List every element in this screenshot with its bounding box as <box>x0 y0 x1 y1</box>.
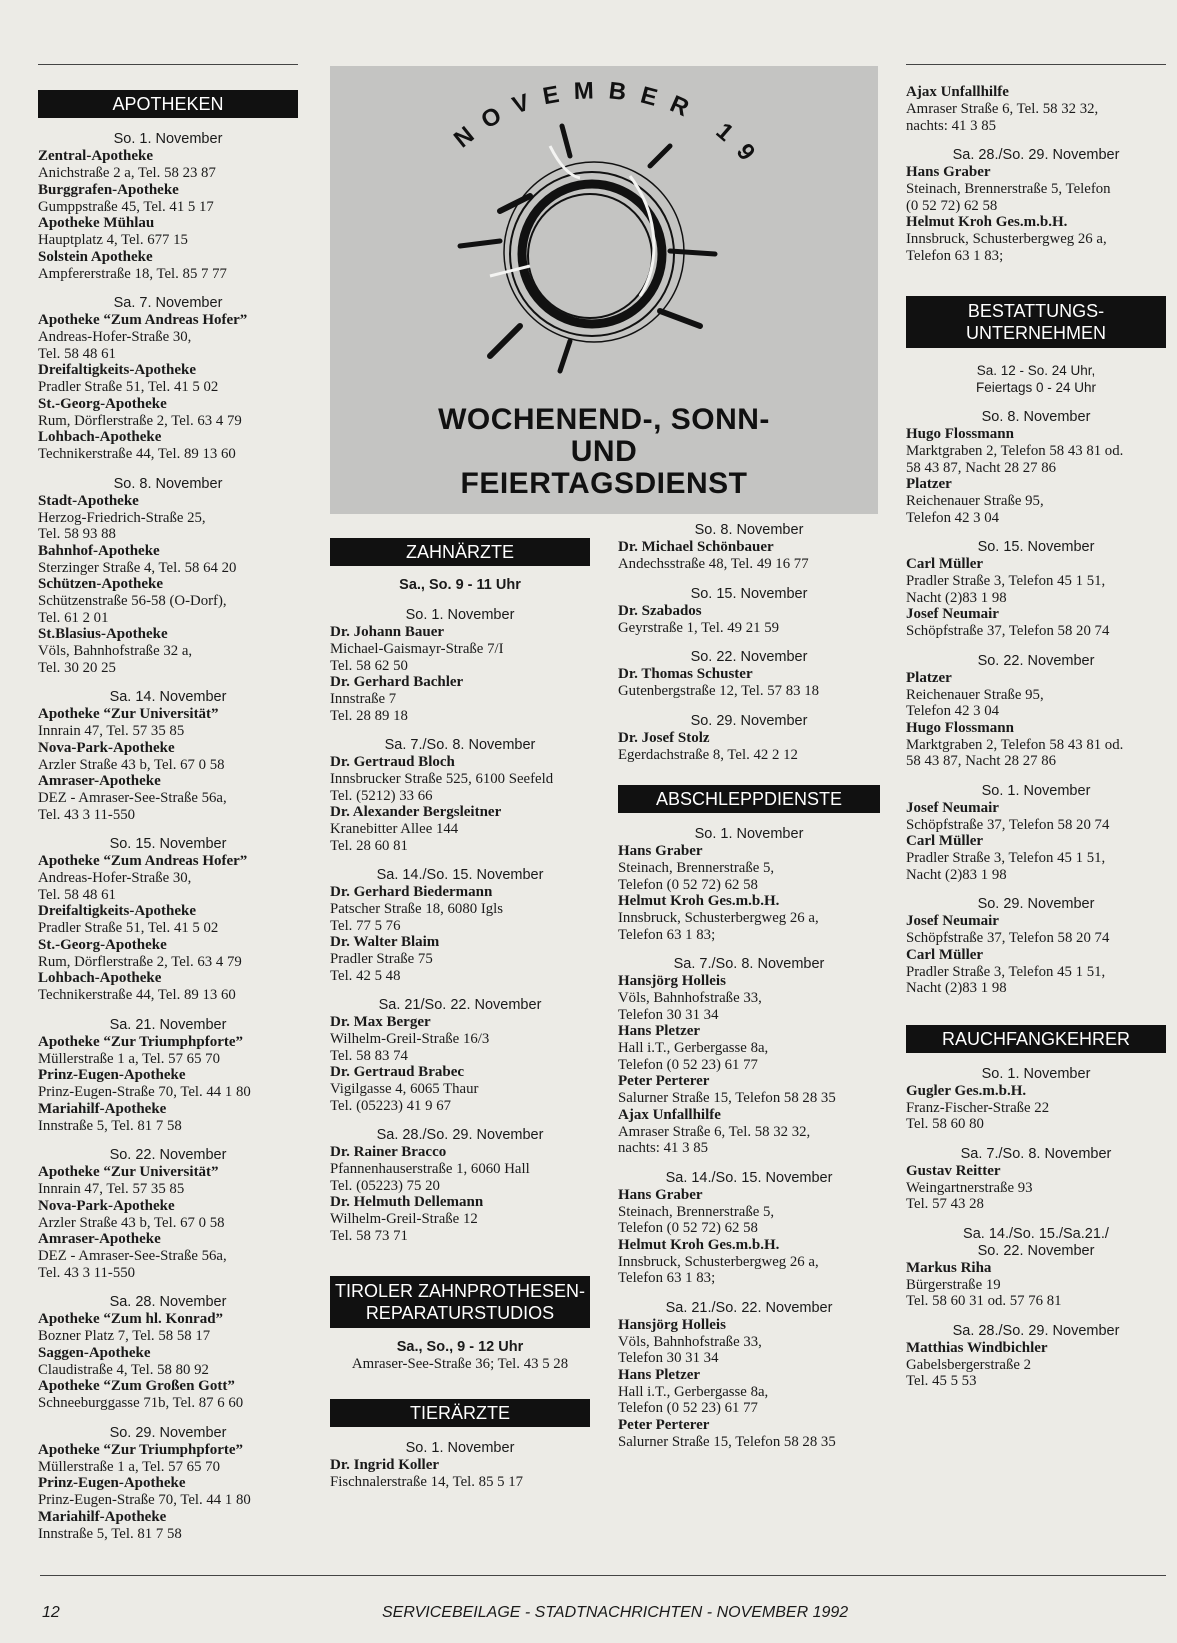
tieraerzte-list <box>330 1440 590 1491</box>
entry-address-line: Tel. 58 83 74 <box>330 1047 408 1064</box>
entry-name: Dr. Gerhard Biedermann <box>330 884 493 900</box>
entry-name: Matthias Windbichler <box>906 1339 1048 1356</box>
entry-address-line: Innsbruck, Schusterbergweg 26 a, <box>906 231 1107 247</box>
entry-address-line: Nacht (2)83 1 98 <box>906 866 1007 883</box>
entry-address-line: Telefon 63 1 83; <box>618 1270 716 1286</box>
entry-address-line: Innrain 47, Tel. 57 35 85 <box>38 1181 185 1197</box>
entry-address-line: Tel. 42 5 48 <box>330 967 401 984</box>
entry-address-line: Telefon 42 3 04 <box>906 509 1000 526</box>
entry-address-line: Telefon 42 3 04 <box>906 703 1000 719</box>
column-bestattung <box>906 84 1166 1390</box>
entry-address-line: 58 43 87, Nacht 28 27 86 <box>906 753 1057 769</box>
column-zahnaerzte <box>330 538 590 1490</box>
entry-address-line: Franz-Fischer-Straße 22 <box>906 1099 1050 1116</box>
day-heading: So. 29. November <box>690 712 808 729</box>
entry-name: Nova-Park-Apotheke <box>38 739 175 756</box>
day-heading: So. 8. November <box>981 409 1091 425</box>
entry-address-line: DEZ - Amraser-See-Straße 56a, <box>38 790 227 806</box>
entry-address-line: Völs, Bahnhofstraße 32 a, <box>38 643 193 659</box>
entry-address-line: Tel. 43 3 11-550 <box>38 1264 136 1281</box>
entry-address-line: Fischnalerstraße 14, Tel. 85 5 17 <box>330 1473 524 1490</box>
entry-address-line: Andreas-Hofer-Straße 30, <box>38 870 192 886</box>
entry-name: Mariahilf-Apotheke <box>38 1508 167 1525</box>
entry-name: Gugler Ges.m.b.H. <box>906 1082 1027 1099</box>
entry-name: Ajax Unfallhilfe <box>906 84 1009 100</box>
bestattung-hours-line-2: Feiertags 0 - 24 Uhr <box>975 380 1097 395</box>
entry-address-line: Tel. 58 62 50 <box>330 657 408 674</box>
entry-name: Mariahilf-Apotheke <box>38 1100 167 1117</box>
entry-address-line: Völs, Bahnhofstraße 33, <box>618 1333 762 1350</box>
entry-name: Platzer <box>906 669 952 686</box>
bestattung-header-line-1: BESTATTUNGS- <box>967 301 1105 321</box>
entry-name: Josef Neumair <box>906 913 999 929</box>
day-heading: So. 22. November <box>109 1147 227 1163</box>
entry-name: Hugo Flossmann <box>906 719 1014 736</box>
entry-address-line: Telefon (0 52 72) 62 58 <box>618 1220 758 1236</box>
day-heading: Sa. 7./So. 8. November <box>384 737 536 753</box>
bestattung-hours-line-1: Sa. 12 - So. 24 Uhr, <box>976 363 1096 378</box>
entry-name: Dr. Helmuth Dellemann <box>330 1194 484 1210</box>
day-heading: So. 8. November <box>113 475 223 492</box>
zahnaerzte-list <box>330 607 590 1244</box>
day-heading: Sa. 28./So. 29. November <box>952 147 1120 163</box>
entry-name: Platzer <box>906 476 952 492</box>
sun-icon <box>460 126 715 371</box>
day-heading: So. 1. November <box>405 1439 515 1456</box>
entry-address-line: Innsbruck, Schusterbergweg 26 a, <box>618 1253 819 1270</box>
entry-name: Apotheke “Zur Universität” <box>38 706 219 722</box>
day-heading: So. 15. November <box>690 585 808 602</box>
entry-name: Dr. Johann Bauer <box>330 624 445 640</box>
entry-address-line: Kranebitter Allee 144 <box>330 821 459 837</box>
entry-address-line: Gumppstraße 45, Tel. 41 5 17 <box>38 198 214 215</box>
entry-address-line: Pfannenhauserstraße 1, 6060 Hall <box>330 1161 530 1177</box>
day-heading: Sa. 7. November <box>113 295 223 311</box>
entry-name: Josef Neumair <box>906 606 999 622</box>
rauchfang-list <box>906 1066 1166 1390</box>
day-heading: So. 29. November <box>109 1424 227 1441</box>
entry-name: Zentral-Apotheke <box>38 148 153 164</box>
entry-address-line: Arzler Straße 43 b, Tel. 67 0 58 <box>38 756 225 773</box>
entry-name: Apotheke “Zur Universität” <box>38 1164 219 1180</box>
day-heading: So. 1. November <box>694 826 804 842</box>
entry-name: Prinz-Eugen-Apotheke <box>38 1475 186 1491</box>
entry-address-line: nachts: 41 3 85 <box>618 1140 709 1156</box>
day-heading: So. 1. November <box>405 607 515 623</box>
entry-address-line: Telefon (0 52 23) 61 77 <box>618 1056 758 1073</box>
apotheken-list <box>38 131 298 1542</box>
entry-name: Dreifaltigkeits-Apotheke <box>38 362 197 378</box>
entry-name: Dr. Ingrid Koller <box>330 1456 440 1473</box>
entry-name: Dr. Rainer Bracco <box>330 1144 447 1160</box>
day-heading: Sa. 14./So. 15. November <box>376 867 544 883</box>
entry-address-line: Nacht (2)83 1 98 <box>906 980 1007 996</box>
entry-address-line: Tel. 30 20 25 <box>38 659 116 676</box>
entry-address-line: DEZ - Amraser-See-Straße 56a, <box>38 1248 227 1264</box>
entry-address-line: Rum, Dörflerstraße 2, Tel. 63 4 79 <box>38 953 242 970</box>
entry-address-line: Prinz-Eugen-Straße 70, Tel. 44 1 80 <box>38 1084 251 1100</box>
entry-address-line: Herzog-Friedrich-Straße 25, <box>38 509 206 526</box>
entry-name: Helmut Kroh Ges.m.b.H. <box>906 214 1068 230</box>
entry-address-line: Völs, Bahnhofstraße 33, <box>618 990 762 1006</box>
top-rule-right <box>906 64 1166 65</box>
entry-name: Prinz-Eugen-Apotheke <box>38 1067 186 1083</box>
day-heading: So. 22. November <box>690 649 808 665</box>
entry-name: St.-Georg-Apotheke <box>38 395 167 412</box>
footer-text: SERVICEBEILAGE - STADTNACHRICHTEN - NOVEMBER 1992 <box>382 1604 849 1621</box>
entry-address-line: Tel. 58 73 71 <box>330 1227 408 1244</box>
day-heading: Sa. 14. November <box>109 689 227 705</box>
zahnprothesen-address: Amraser-See-Straße 36; Tel. 43 5 28 <box>351 1356 569 1372</box>
entry-name: Stadt-Apotheke <box>38 492 139 509</box>
entry-name: Helmut Kroh Ges.m.b.H. <box>618 1236 780 1253</box>
entry-name: Apotheke “Zum hl. Konrad” <box>38 1311 224 1327</box>
day-heading: Sa. 28. November <box>109 1294 227 1310</box>
entry-name: Saggen-Apotheke <box>38 1344 151 1361</box>
entry-address-line: Arzler Straße 43 b, Tel. 67 0 58 <box>38 1214 225 1231</box>
entry-address-line: Telefon (0 52 23) 61 77 <box>618 1400 758 1416</box>
entry-address-line: Vigilgasse 4, 6065 Thaur <box>330 1081 479 1097</box>
entry-address-line: Telefon 63 1 83; <box>618 926 716 943</box>
entry-name: Carl Müller <box>906 946 984 963</box>
entry-address-line: Marktgraben 2, Telefon 58 43 81 od. <box>906 443 1124 459</box>
entry-address-line: Schneeburggasse 71b, Tel. 87 6 60 <box>38 1395 244 1411</box>
section-header-zahnprothesen <box>330 1276 590 1328</box>
entry-address-line: Patscher Straße 18, 6080 Igls <box>330 901 504 917</box>
entry-address-line: Ampfererstraße 18, Tel. 85 7 77 <box>38 265 227 282</box>
banner-title <box>330 404 878 500</box>
day-heading: So. 29. November <box>977 896 1095 912</box>
entry-address-line: Hauptplatz 4, Tel. 677 15 <box>38 232 188 248</box>
banner <box>330 66 878 514</box>
zahnaerzte-hours: Sa., So. 9 - 11 Uhr <box>399 577 521 593</box>
entry-address-line: Claudistraße 4, Tel. 58 80 92 <box>38 1361 209 1378</box>
entry-name: Gustav Reitter <box>906 1162 1001 1179</box>
day-heading: So. 8. November <box>694 522 804 538</box>
top-rule-left <box>38 64 298 65</box>
day-heading: Sa. 7./So. 8. November <box>960 1145 1112 1162</box>
entry-address-line: nachts: 41 3 85 <box>906 117 997 134</box>
entry-name: St.-Georg-Apotheke <box>38 936 167 953</box>
entry-address-line: Innstraße 5, Tel. 81 7 58 <box>38 1117 182 1134</box>
entry-address-line: Innsbruck, Schusterbergweg 26 a, <box>618 910 819 926</box>
entry-address-line: Reichenauer Straße 95, <box>906 686 1044 703</box>
banner-title-line-1: WOCHENEND-, SONN- <box>438 403 770 436</box>
day-heading: Sa. 21. November <box>109 1016 227 1033</box>
entry-address-line: Pradler Straße 51, Tel. 41 5 02 <box>38 920 219 936</box>
entry-address-line: Schöpfstraße 37, Telefon 58 20 74 <box>906 930 1110 946</box>
entry-name: Peter Perterer <box>618 1416 710 1433</box>
entry-name: Amraser-Apotheke <box>38 773 161 789</box>
day-heading: Sa. 28./So. 29. November <box>952 1322 1120 1339</box>
abschlepp-cont-top <box>906 84 1166 134</box>
day-heading: Sa. 7./So. 8. November <box>673 956 825 972</box>
page-number: 12 <box>42 1604 60 1621</box>
day-heading: Sa. 21/So. 22. November <box>378 997 542 1013</box>
entry-address-line: Pradler Straße 75 <box>330 951 433 967</box>
day-heading: So. 1. November <box>981 782 1091 799</box>
entry-name: Apotheke “Zum Andreas Hofer” <box>38 853 248 869</box>
entry-address-line: Steinach, Brennerstraße 5, <box>618 860 775 876</box>
entry-name: Hugo Flossmann <box>906 426 1014 442</box>
entry-name: Josef Neumair <box>906 799 999 816</box>
bottom-rule <box>40 1575 1166 1576</box>
day-heading: Sa. 21./So. 22. November <box>665 1299 833 1316</box>
entry-name: Apotheke “Zum Andreas Hofer” <box>38 312 248 328</box>
entry-address-line: Steinach, Brennerstraße 5, <box>618 1203 775 1220</box>
day-heading: So. 22. November <box>977 652 1095 669</box>
entry-address-line: Tel. (5212) 33 66 <box>330 787 433 804</box>
entry-address-line: Pradler Straße 3, Telefon 45 1 51, <box>906 963 1106 980</box>
entry-address-line: Technikerstraße 44, Tel. 89 13 60 <box>38 446 236 462</box>
entry-address-line: Telefon 30 31 34 <box>618 1350 719 1366</box>
zahnprothesen-header-line-2: REPARATURSTUDIOS <box>365 1303 555 1323</box>
entry-name: Apotheke “Zur Triumphpforte” <box>38 1441 244 1458</box>
section-header-rauchfangkehrer: RAUCHFANGKEHRER <box>906 1025 1166 1053</box>
entry-address-line: Pradler Straße 3, Telefon 45 1 51, <box>906 850 1106 866</box>
entry-address-line: Tel. 58 60 31 od. 57 76 81 <box>906 1293 1062 1309</box>
entry-address-line: Innstraße 7 <box>330 691 397 707</box>
entry-address-line: Sterzinger Straße 4, Tel. 58 64 20 <box>38 559 237 576</box>
entry-address-line: Tel. 45 5 53 <box>906 1373 977 1389</box>
column-apotheken <box>38 90 298 1542</box>
entry-name: Dr. Gertraud Brabec <box>330 1064 465 1080</box>
banner-title-line-2: UND <box>570 435 638 468</box>
entry-address-line: Reichenauer Straße 95, <box>906 493 1044 509</box>
entry-name: Dr. Gertraud Bloch <box>330 754 455 770</box>
zahnaerzte-cont-list <box>618 522 880 763</box>
entry-name: Lohbach-Apotheke <box>38 970 162 986</box>
section-header-apotheken: APOTHEKEN <box>38 90 298 118</box>
entry-name: Ajax Unfallhilfe <box>618 1106 721 1123</box>
entry-address-line: Schützenstraße 56-58 (O-Dorf), <box>38 593 227 609</box>
entry-address-line: Innstraße 5, Tel. 81 7 58 <box>38 1525 182 1542</box>
entry-address-line: Gabelsbergerstraße 2 <box>906 1356 1032 1373</box>
entry-address-line: Telefon 63 1 83; <box>906 247 1004 264</box>
abschlepp-list <box>618 826 880 1450</box>
entry-address-line: Geyrstraße 1, Tel. 49 21 59 <box>618 619 780 636</box>
entry-address-line: Tel. (05223) 75 20 <box>330 1177 440 1194</box>
entry-address-line: Amraser Straße 6, Tel. 58 32 32, <box>618 1123 811 1140</box>
entry-name: Apotheke “Zum Großen Gott” <box>38 1378 235 1394</box>
zahnprothesen-header-line-1: TIROLER ZAHNPROTHESEN- <box>334 1281 586 1301</box>
entry-name: Hansjörg Holleis <box>618 973 726 989</box>
entry-name: Carl Müller <box>906 556 984 572</box>
entry-address-line: Egerdachstraße 8, Tel. 42 2 12 <box>618 746 798 763</box>
entry-address-line: Telefon (0 52 72) 62 58 <box>618 876 758 893</box>
entry-name: Dr. Max Berger <box>330 1014 431 1030</box>
section-header-tieraerzte: TIERÄRZTE <box>330 1399 590 1427</box>
entry-address-line: Pradler Straße 3, Telefon 45 1 51, <box>906 573 1106 589</box>
entry-address-line: Steinach, Brennerstraße 5, Telefon <box>906 181 1111 197</box>
entry-address-line: Hall i.T., Gerbergasse 8a, <box>618 1383 769 1400</box>
entry-address-line: 58 43 87, Nacht 28 27 86 <box>906 459 1057 476</box>
entry-name: Solstein Apotheke <box>38 248 153 265</box>
entry-address-line: Andechsstraße 48, Tel. 49 16 77 <box>618 556 809 572</box>
entry-name: Peter Perterer <box>618 1073 710 1089</box>
entry-address-line: Bozner Platz 7, Tel. 58 58 17 <box>38 1328 211 1344</box>
day-heading: So. 15. November <box>977 539 1095 555</box>
entry-address-line: Anichstraße 2 a, Tel. 58 23 87 <box>38 165 216 181</box>
day-heading: Sa. 28./So. 29. November <box>376 1127 544 1143</box>
entry-name: Dr. Michael Schönbauer <box>618 539 774 555</box>
entry-address-line: Nacht (2)83 1 98 <box>906 589 1007 606</box>
entry-address-line: Pradler Straße 51, Tel. 41 5 02 <box>38 379 219 395</box>
entry-name: Dr. Thomas Schuster <box>618 666 753 682</box>
entry-address-line: Salurner Straße 15, Telefon 58 28 35 <box>618 1090 836 1106</box>
entry-address-line: Schöpfstraße 37, Telefon 58 20 74 <box>906 623 1110 639</box>
bestattung-hours <box>906 362 1166 396</box>
entry-address-line: Müllerstraße 1 a, Tel. 57 65 70 <box>38 1458 220 1475</box>
entry-name: Carl Müller <box>906 833 984 849</box>
entry-address-line: Hall i.T., Gerbergasse 8a, <box>618 1040 769 1056</box>
entry-name: Dr. Gerhard Bachler <box>330 674 464 690</box>
entry-address-line: Rum, Dörflerstraße 2, Tel. 63 4 79 <box>38 412 242 429</box>
entry-address-line: Innrain 47, Tel. 57 35 85 <box>38 723 185 739</box>
entry-name: Dr. Alexander Bergsleitner <box>330 804 502 820</box>
entry-address-line: Tel. 58 48 61 <box>38 886 116 903</box>
entry-address-line: Bürgerstraße 19 <box>906 1276 1001 1293</box>
entry-name: Nova-Park-Apotheke <box>38 1197 175 1214</box>
entry-name: Hans Graber <box>618 1186 703 1203</box>
entry-address-line: Michael-Gaismayr-Straße 7/I <box>330 641 504 657</box>
entry-address-line: Prinz-Eugen-Straße 70, Tel. 44 1 80 <box>38 1492 251 1508</box>
day-heading: So. 1. November <box>113 131 223 147</box>
banner-arc-text: NOVEMBER 19 <box>448 77 769 177</box>
entry-address-line: Amraser Straße 6, Tel. 58 32 32, <box>906 101 1099 117</box>
entry-address-line: Tel. (05223) 41 9 67 <box>330 1097 452 1114</box>
entry-name: Dreifaltigkeits-Apotheke <box>38 903 197 919</box>
entry-name: Amraser-Apotheke <box>38 1231 161 1247</box>
bestattung-header-line-2: UNTERNEHMEN <box>965 323 1106 343</box>
entry-name: Lohbach-Apotheke <box>38 429 162 445</box>
entry-name: Dr. Josef Stolz <box>618 729 710 746</box>
entry-address-line: Telefon 30 31 34 <box>618 1006 719 1023</box>
entry-address-line: Tel. 28 89 18 <box>330 707 408 724</box>
day-heading: So. 15. November <box>109 836 227 852</box>
section-header-zahnaerzte: ZAHNÄRZTE <box>330 538 590 566</box>
entry-address-line: Tel. 58 93 88 <box>38 526 116 542</box>
day-heading: So. 1. November <box>981 1065 1091 1082</box>
entry-address-line: Tel. 57 43 28 <box>906 1196 984 1212</box>
entry-name: Bahnhof-Apotheke <box>38 542 160 559</box>
column-abschlepp <box>618 522 880 1450</box>
entry-address-line: Andreas-Hofer-Straße 30, <box>38 329 192 345</box>
entry-address-line: Tel. 58 48 61 <box>38 345 116 362</box>
entry-address-line: Salurner Straße 15, Telefon 58 28 35 <box>618 1433 836 1450</box>
entry-name: Apotheke “Zur Triumphpforte” <box>38 1033 244 1050</box>
entry-name: Markus Riha <box>906 1259 992 1276</box>
entry-address-line: Tel. 61 2 01 <box>38 609 109 626</box>
day-heading: Sa. 14./So. 15./Sa.21./ So. 22. November <box>963 1225 1109 1259</box>
entry-address-line: Gutenbergstraße 12, Tel. 57 83 18 <box>618 683 820 699</box>
entry-address-line: (0 52 72) 62 58 <box>906 197 998 214</box>
bestattung-list <box>906 409 1166 997</box>
entry-address-line: Technikerstraße 44, Tel. 89 13 60 <box>38 987 236 1003</box>
entry-name: Hansjörg Holleis <box>618 1316 726 1333</box>
entry-name: Hans Pletzer <box>618 1366 701 1383</box>
entry-address-line: Tel. 43 3 11-550 <box>38 806 136 823</box>
banner-title-line-3: FEIERTAGSDIENST <box>460 467 748 500</box>
entry-name: Dr. Walter Blaim <box>330 934 440 950</box>
entry-name: Apotheke Mühlau <box>38 215 155 231</box>
section-header-abschleppdienste: ABSCHLEPPDIENSTE <box>618 785 880 813</box>
entry-name: Burggrafen-Apotheke <box>38 181 179 198</box>
entry-address-line: Tel. 28 60 81 <box>330 837 408 854</box>
abschlepp-cont-list <box>906 147 1166 264</box>
entry-address-line: Schöpfstraße 37, Telefon 58 20 74 <box>906 816 1110 833</box>
day-heading: Sa. 14./So. 15. November <box>665 1169 833 1186</box>
zahnprothesen-hours: Sa., So., 9 - 12 Uhr <box>396 1339 524 1355</box>
entry-name: Hans Graber <box>906 164 991 180</box>
entry-name: Dr. Szabados <box>618 602 702 619</box>
section-header-bestattung <box>906 296 1166 348</box>
entry-address-line: Innsbrucker Straße 525, 6100 Seefeld <box>330 771 554 787</box>
entry-name: Schützen-Apotheke <box>38 576 164 592</box>
entry-address-line: Wilhelm-Greil-Straße 16/3 <box>330 1031 490 1047</box>
entry-name: St.Blasius-Apotheke <box>38 626 168 642</box>
entry-address-line: Weingartnerstraße 93 <box>906 1179 1033 1196</box>
entry-address-line: Marktgraben 2, Telefon 58 43 81 od. <box>906 736 1124 753</box>
entry-address-line: Wilhelm-Greil-Straße 12 <box>330 1211 478 1227</box>
entry-address-line: Tel. 77 5 76 <box>330 917 401 934</box>
entry-address-line: Tel. 58 60 80 <box>906 1116 984 1132</box>
entry-address-line: Müllerstraße 1 a, Tel. 57 65 70 <box>38 1050 220 1067</box>
entry-name: Hans Pletzer <box>618 1023 701 1039</box>
entry-name: Helmut Kroh Ges.m.b.H. <box>618 893 780 909</box>
entry-name: Hans Graber <box>618 843 703 859</box>
